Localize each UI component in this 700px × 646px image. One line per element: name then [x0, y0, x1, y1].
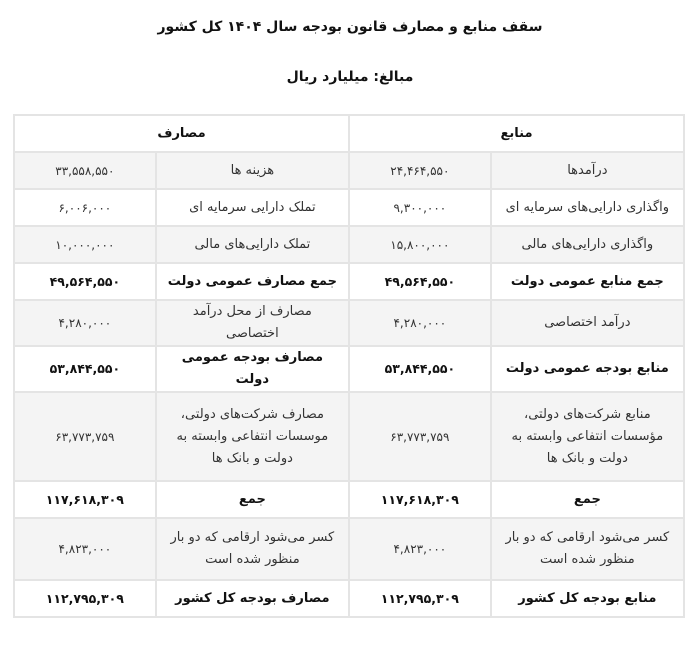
- resource-label: منابع شرکت‌های دولتی، مؤسسات انتفاعی وابسته به دولت و بانک ها: [491, 392, 684, 481]
- expense-value: ۱۱۲,۷۹۵,۳۰۹: [14, 580, 156, 617]
- expense-label: هزینه ها: [156, 152, 349, 189]
- table-row: [14, 152, 684, 189]
- resource-label: جمع منابع عمومی دولت: [491, 263, 684, 300]
- table-header-row: [14, 115, 684, 152]
- table-row-subtotal: [14, 346, 684, 392]
- document-title: سقف منابع و مصارف قانون بودجه سال ۱۴۰۴ کل کشور: [157, 19, 543, 35]
- expense-label: تملک دارایی‌های مالی: [156, 226, 349, 263]
- table-row-total: [14, 481, 684, 518]
- resource-value: ۴۹,۵۶۴,۵۵۰: [349, 263, 491, 300]
- table-row-subtotal: [14, 263, 684, 300]
- resource-value: ۲۴,۴۶۴,۵۵۰: [349, 152, 491, 189]
- expense-label: مصارف از محل درآمد اختصاصی: [156, 300, 349, 346]
- table-row: [14, 300, 684, 346]
- resource-value: ۱۱۷,۶۱۸,۳۰۹: [349, 481, 491, 518]
- expense-value: ۴,۸۲۳,۰۰۰: [14, 518, 156, 580]
- expense-value: ۶,۰۰۶,۰۰۰: [14, 189, 156, 226]
- expenditures-header: مصارف: [14, 115, 349, 152]
- resource-label: کسر می‌شود ارقامی که دو بار منظور شده است: [491, 518, 684, 580]
- expense-value: ۱۰,۰۰۰,۰۰۰: [14, 226, 156, 263]
- resource-value: ۴,۸۲۳,۰۰۰: [349, 518, 491, 580]
- expense-value: ۴,۲۸۰,۰۰۰: [14, 300, 156, 346]
- resource-label: درآمدها: [491, 152, 684, 189]
- resource-label: واگذاری دارایی‌های سرمایه ای: [491, 189, 684, 226]
- table-row-grand-total: [14, 580, 684, 617]
- table-row: [14, 392, 684, 481]
- table-row: [14, 518, 684, 580]
- amount-unit-note: مبالغ: میلیارد ریال: [286, 69, 414, 85]
- resource-value: ۹,۳۰۰,۰۰۰: [349, 189, 491, 226]
- resource-value: ۱۵,۸۰۰,۰۰۰: [349, 226, 491, 263]
- expense-label: کسر می‌شود ارقامی که دو بار منظور شده است: [156, 518, 349, 580]
- expense-value: ۱۱۷,۶۱۸,۳۰۹: [14, 481, 156, 518]
- expense-label: تملک دارایی سرمایه ای: [156, 189, 349, 226]
- expense-label: جمع: [156, 481, 349, 518]
- resource-label: واگذاری دارایی‌های مالی: [491, 226, 684, 263]
- budget-table: [13, 114, 685, 618]
- expense-label: جمع مصارف عمومی دولت: [156, 263, 349, 300]
- expense-value: ۵۳,۸۴۴,۵۵۰: [14, 346, 156, 392]
- expense-value: ۳۳,۵۵۸,۵۵۰: [14, 152, 156, 189]
- resource-value: ۵۳,۸۴۴,۵۵۰: [349, 346, 491, 392]
- expense-label: مصارف بودجه کل کشور: [156, 580, 349, 617]
- table-row: [14, 189, 684, 226]
- expense-value: ۴۹,۵۶۴,۵۵۰: [14, 263, 156, 300]
- expense-value: ۶۳,۷۷۳,۷۵۹: [14, 392, 156, 481]
- resource-value: ۴,۲۸۰,۰۰۰: [349, 300, 491, 346]
- resource-label: جمع: [491, 481, 684, 518]
- resource-value: ۱۱۲,۷۹۵,۳۰۹: [349, 580, 491, 617]
- expense-label: مصارف بودجه عمومی دولت: [156, 346, 349, 392]
- table-row: [14, 226, 684, 263]
- resource-label: منابع بودجه عمومی دولت: [491, 346, 684, 392]
- resources-header: منابع: [349, 115, 684, 152]
- resource-label: درآمد اختصاصی: [491, 300, 684, 346]
- resource-value: ۶۳,۷۷۳,۷۵۹: [349, 392, 491, 481]
- expense-label: مصارف شرکت‌های دولتی، موسسات انتفاعی وابسته به دولت و بانک ها: [156, 392, 349, 481]
- resource-label: منابع بودجه کل کشور: [491, 580, 684, 617]
